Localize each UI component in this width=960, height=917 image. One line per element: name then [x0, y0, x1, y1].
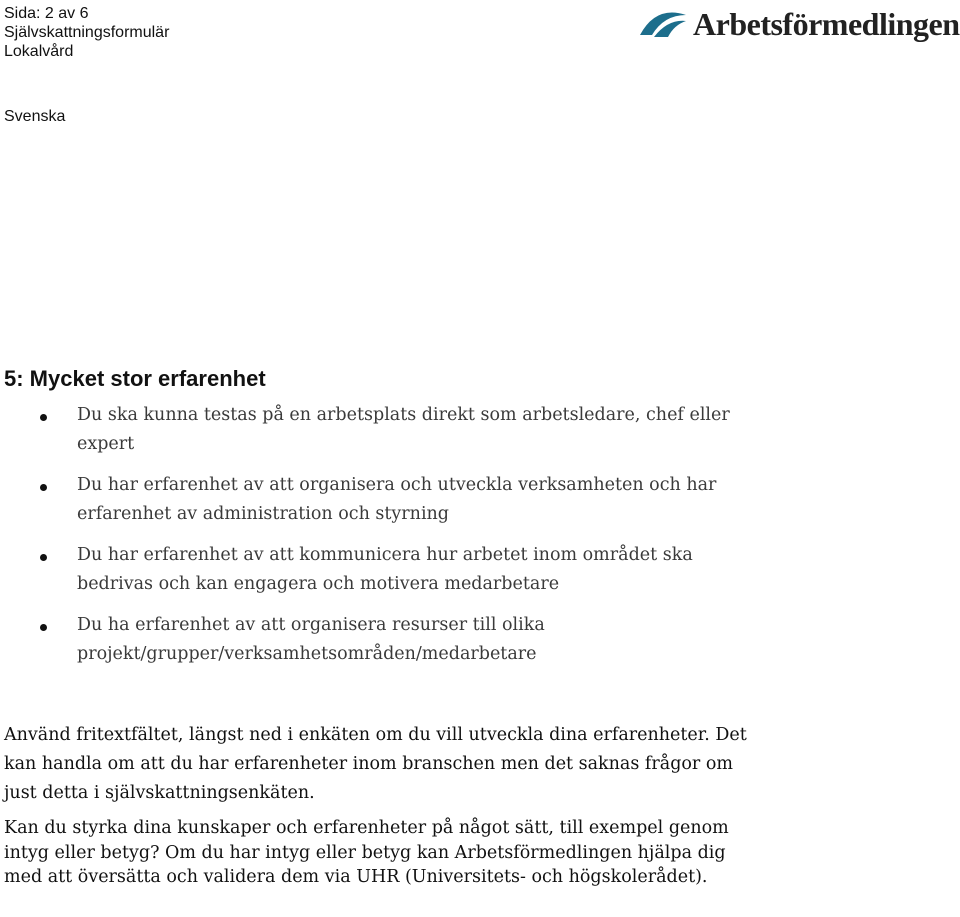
- bullet-icon: [40, 624, 47, 631]
- bullet-icon: [40, 414, 47, 421]
- occupation-label: Lokalvård: [4, 43, 74, 60]
- criterion-text: Du ska kunna testas på en arbetsplats direkt som arbetsledare, chef eller expert: [77, 405, 730, 454]
- language-label: Svenska: [4, 108, 66, 125]
- bullet-icon: [40, 484, 47, 491]
- criterion-text: Du ha erfarenhet av att organisera resurser till olika projekt/grupper/verksamhetsområden/medarbetare: [77, 615, 545, 664]
- level-heading: 5: Mycket stor erfarenhet: [4, 366, 266, 391]
- logo-mark-icon: [638, 9, 688, 39]
- arbetsformedlingen-logo: [638, 4, 960, 46]
- free-text-info-paragraph: Använd fritextfältet, längst ned i enkäten om du vill utveckla dina erfarenheter. Det kan handla om att du har erfarenheter inom branschen men det saknas frågor om just detta i självskattningsenkäten.: [4, 725, 747, 803]
- criteria-list: [0, 401, 760, 681]
- list-item: [0, 471, 760, 529]
- list-item: [0, 611, 760, 669]
- page-indicator: Sida: 2 av 6: [4, 5, 89, 22]
- form-title: Självskattningsformulär: [4, 24, 170, 41]
- bullet-icon: [40, 554, 47, 561]
- list-item: [0, 401, 760, 459]
- logo-text: Arbetsförmedlingen: [693, 6, 960, 42]
- criterion-text: Du har erfarenhet av att kommunicera hur arbetet inom området ska bedrivas och kan engagera och motivera medarbetare: [77, 545, 693, 594]
- criterion-text: Du har erfarenhet av att organisera och utveckla verksamheten och har erfarenhet av administration och styrning: [77, 475, 717, 524]
- list-item: [0, 541, 760, 599]
- certificate-info-paragraph: Kan du styrka dina kunskaper och erfarenheter på något sätt, till exempel genom intyg eller betyg? Om du har intyg eller betyg kan Arbetsförmedlingen hjälpa dig med att översätta och validera dem via UHR (Universitets- och högskolerådet).: [4, 818, 729, 887]
